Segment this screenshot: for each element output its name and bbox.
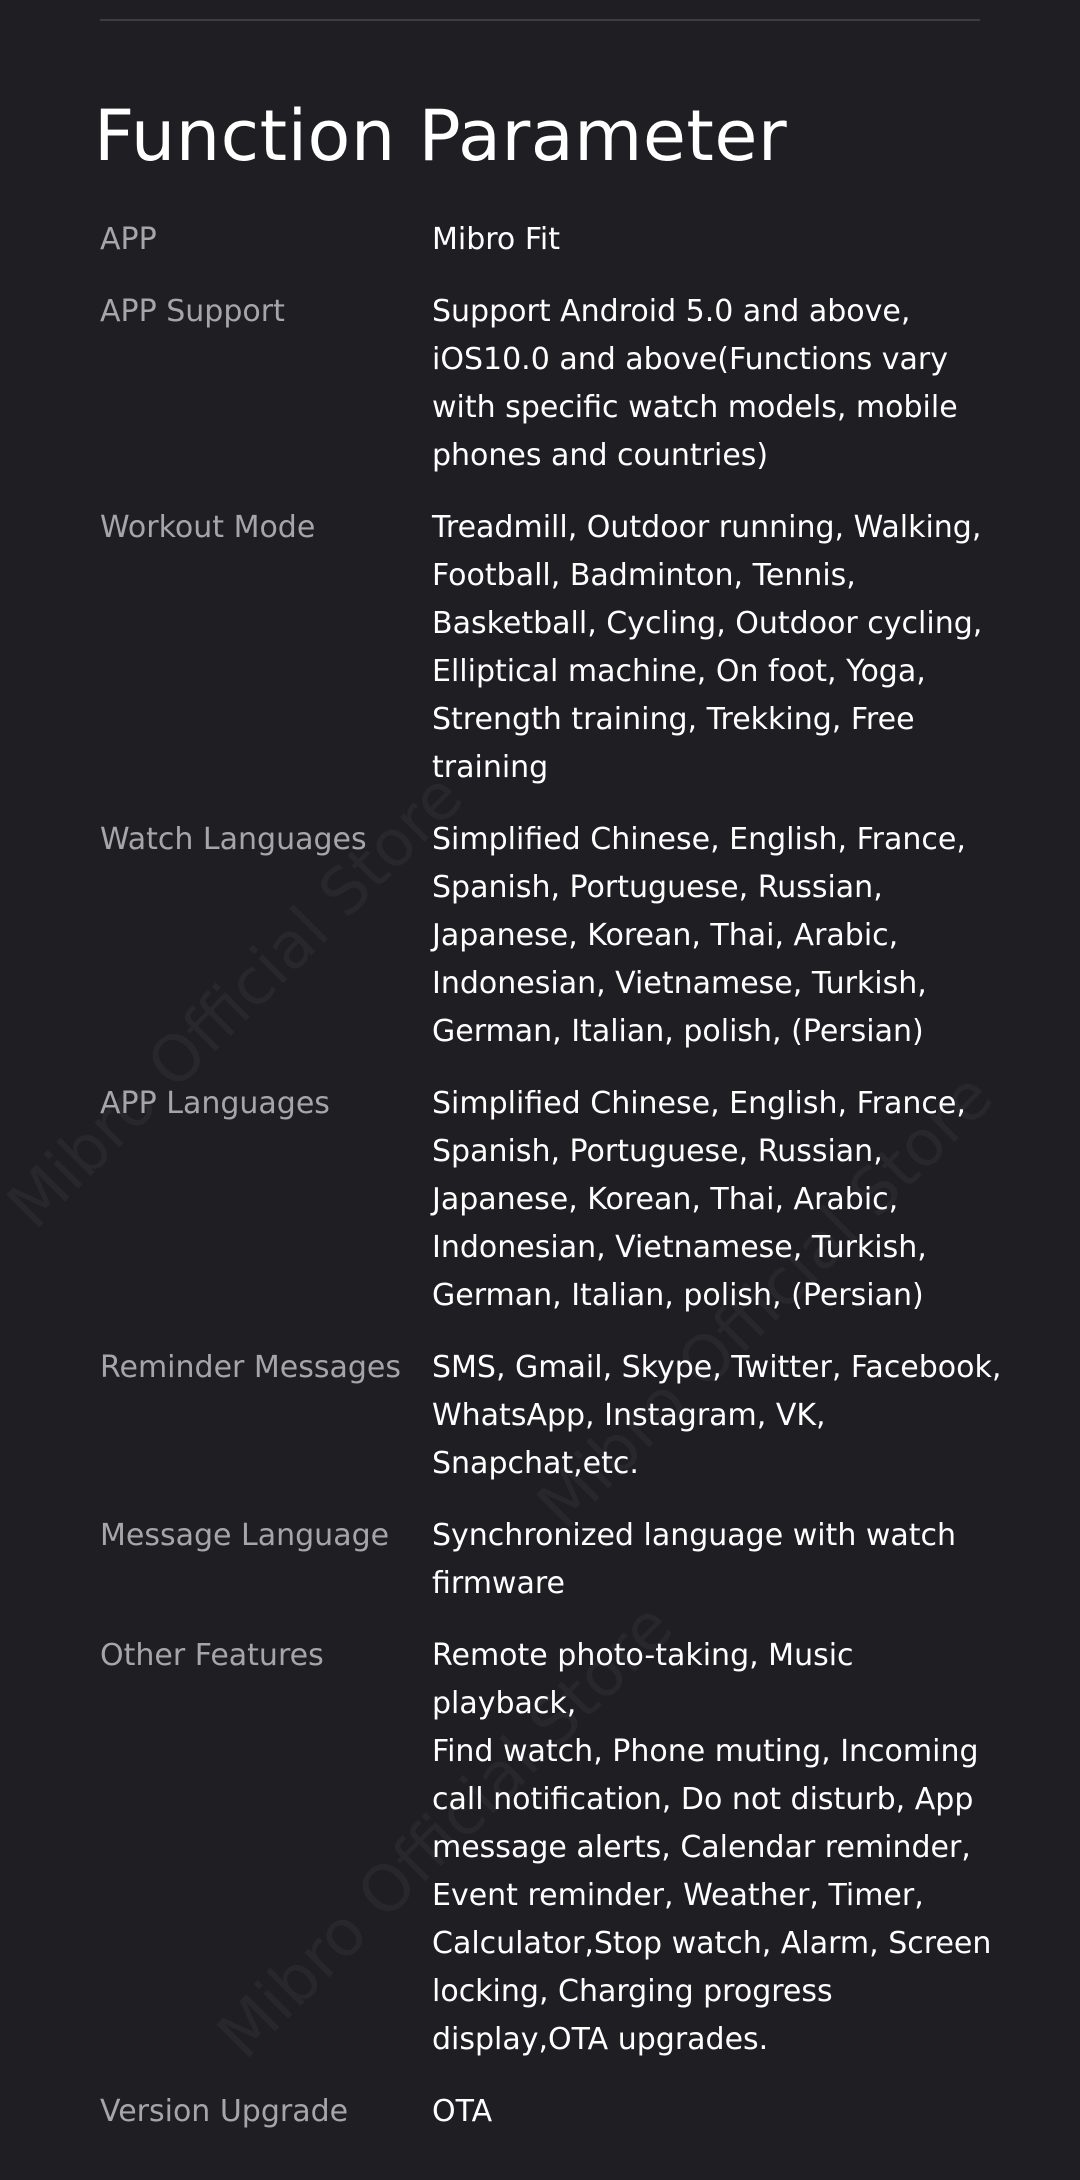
param-value: Simplified Chinese, English, France, Spanish, Portuguese, Russian, Japanese, Korean, Thai, Arabic, Indonesian, Vietnamese, Turkish, German, Italian, polish, (Persian) bbox=[432, 1086, 966, 1313]
param-label: Other Features bbox=[100, 1638, 324, 1673]
param-value: OTA bbox=[432, 2094, 493, 2129]
param-row-workout-mode bbox=[100, 504, 1000, 792]
param-label: Reminder Messages bbox=[100, 1350, 402, 1385]
param-row-version-upgrade bbox=[100, 2088, 1000, 2136]
param-row-message-language bbox=[100, 1512, 1000, 1608]
page-title: Function Parameter bbox=[94, 95, 788, 177]
param-label: Version Upgrade bbox=[100, 2094, 349, 2129]
param-row-watch-languages bbox=[100, 816, 1000, 1056]
param-label: Message Language bbox=[100, 1518, 390, 1553]
parameter-table bbox=[100, 216, 1000, 2160]
param-value: Treadmill, Outdoor running, Walking, Football, Badminton, Tennis, Basketball, Cycling, Outdoor cycling, Elliptical machine, On foot, Yoga, Strength training, Trekking, Free training bbox=[432, 510, 983, 785]
param-label: APP Support bbox=[100, 294, 285, 329]
param-value: Remote photo-taking, Music playback, Find watch, Phone muting, Incoming call notification, Do not disturb, App message alerts, Calendar reminder, Event reminder, Weather, Timer, Calculator,Stop watch, Alarm, Screen locking, Charging progress display,OTA upgrades. bbox=[432, 1638, 992, 2057]
param-label: APP bbox=[100, 222, 157, 257]
param-row-app-support bbox=[100, 288, 1000, 480]
param-value: Synchronized language with watch firmware bbox=[432, 1518, 957, 1601]
param-label: Watch Languages bbox=[100, 822, 367, 857]
param-value: Simplified Chinese, English, France, Spanish, Portuguese, Russian, Japanese, Korean, Thai, Arabic, Indonesian, Vietnamese, Turkish, German, Italian, polish, (Persian) bbox=[432, 822, 966, 1049]
param-value: Mibro Fit bbox=[432, 222, 560, 257]
param-row-other-features bbox=[100, 1632, 1000, 2064]
param-value: SMS, Gmail, Skype, Twitter, Facebook, WhatsApp, Instagram, VK, Snapchat,etc. bbox=[432, 1350, 1002, 1481]
param-row-app-languages bbox=[100, 1080, 1000, 1320]
param-value: Support Android 5.0 and above, iOS10.0 and above(Functions vary with specific watch models, mobile phones and countries) bbox=[432, 294, 958, 473]
param-row-app bbox=[100, 216, 1000, 264]
param-label: APP Languages bbox=[100, 1086, 330, 1121]
param-row-reminder-messages bbox=[100, 1344, 1000, 1488]
param-label: Workout Mode bbox=[100, 510, 316, 545]
top-divider bbox=[100, 19, 980, 21]
